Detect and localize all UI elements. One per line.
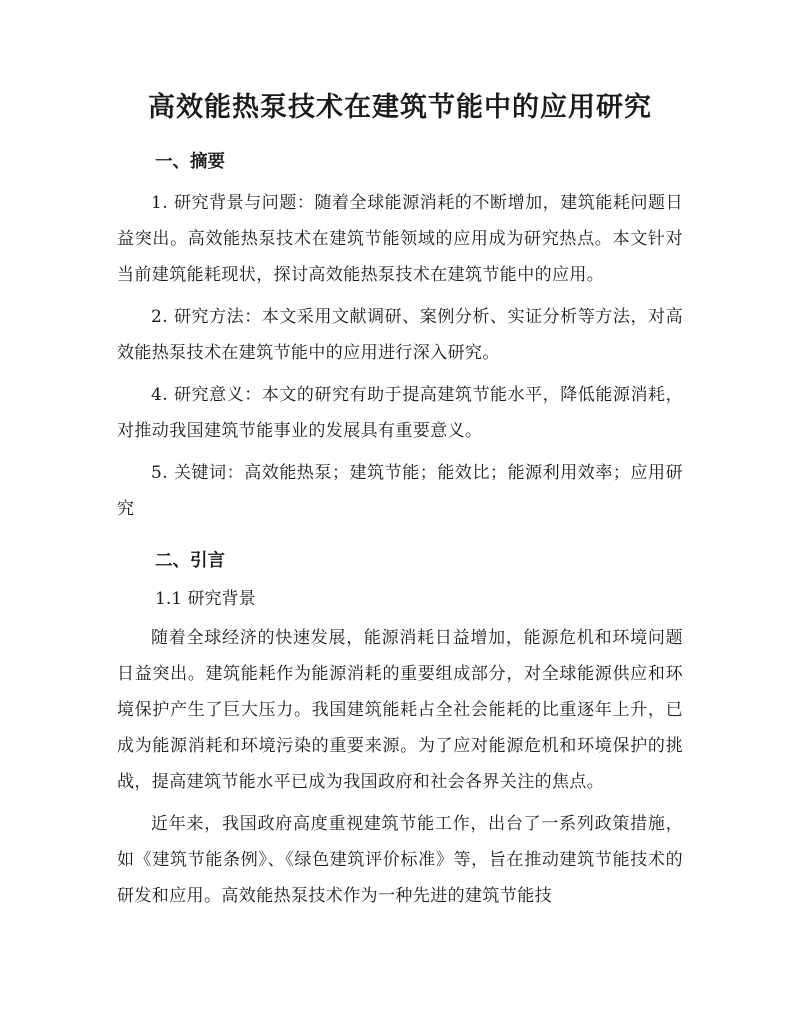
abstract-paragraph-background: 1. 研究背景与问题：随着全球能源消耗的不断增加，建筑能耗问题日益突出。高效能热泵技术在建筑节能领域的应用成为研究热点。本文针对当前建筑能耗现状，探讨高效能热泵技术在建筑节能中的应用。 [117,193,683,285]
abstract-paragraph-significance: 4. 研究意义：本文的研究有助于提高建筑节能水平，降低能源消耗，对推动我国建筑节能事业的发展具有重要意义。 [117,385,683,441]
subsection-heading-background: 1.1 研究背景 [155,589,256,609]
section-heading-introduction: 二、引言 [155,551,225,571]
document-title: 高效能热泵技术在建筑节能中的应用研究 [148,92,652,123]
introduction-paragraph-2: 近年来，我国政府高度重视建筑节能工作，出台了一系列政策措施，如《建筑节能条例》、《绿色建筑评价标准》等，旨在推动建筑节能技术的研发和应用。高效能热泵技术作为一种先进的建筑节能技 [117,814,683,906]
abstract-paragraph-keywords: 5. 关键词：高效能热泵；建筑节能；能效比；能源利用效率；应用研究 [117,463,683,519]
section-heading-abstract: 一、摘要 [155,152,225,172]
introduction-paragraph-1: 随着全球经济的快速发展，能源消耗日益增加，能源危机和环境问题日益突出。建筑能耗作为能源消耗的重要组成部分，对全球能源供应和环境保护产生了巨大压力。我国建筑能耗占全社会能耗的比重逐年上升，已成为能源消耗和环境污染的重要来源。为了应对能源危机和环境保护的挑战，提高建筑节能水平已成为我国政府和社会各界关注的焦点。 [117,628,683,792]
abstract-paragraph-methods: 2. 研究方法：本文采用文献调研、案例分析、实证分析等方法，对高效能热泵技术在建筑节能中的应用进行深入研究。 [117,307,683,363]
